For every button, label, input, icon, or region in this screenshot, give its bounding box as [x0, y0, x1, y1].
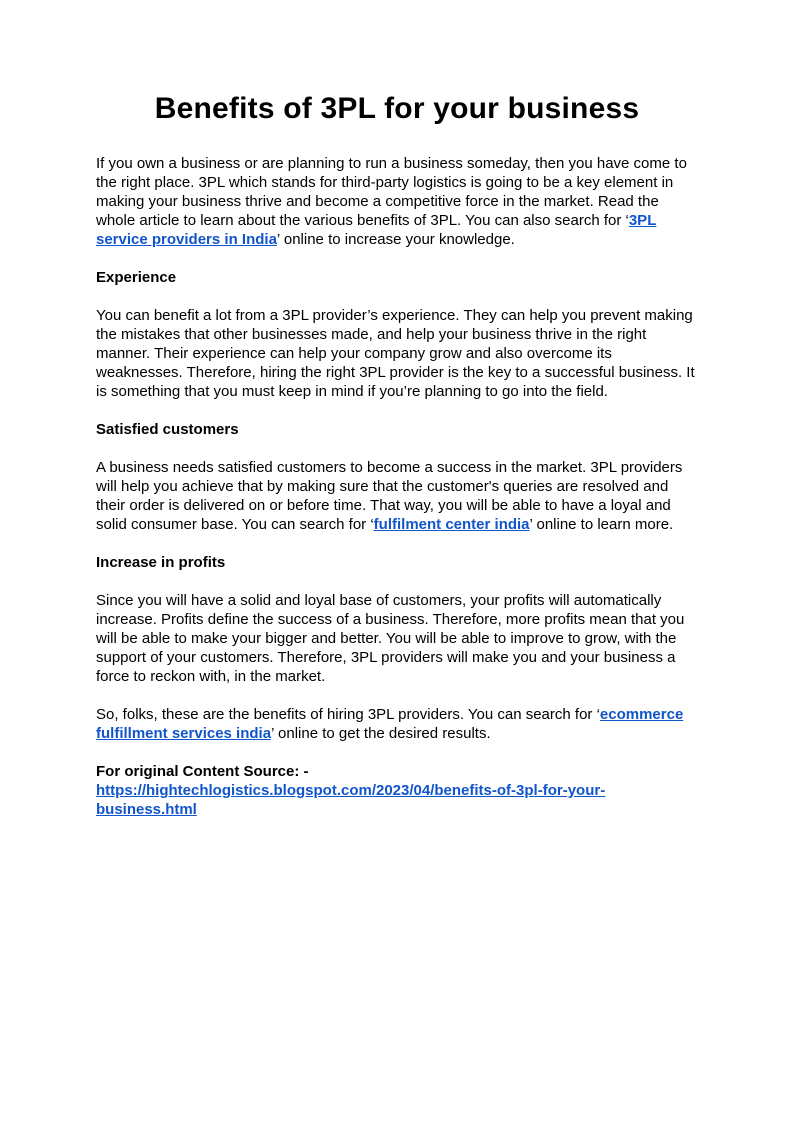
- heading-increase-in-profits: Increase in profits: [96, 554, 226, 571]
- closing-text-after: ’ online to get the desired results.: [271, 725, 491, 742]
- link-content-source-url[interactable]: https://hightechlogistics.blogspot.com/2023/04/benefits-of-3pl-for-your-business.html: [96, 782, 606, 818]
- page-title: Benefits of 3PL for your business: [154, 92, 640, 125]
- link-3pl-service-providers-india[interactable]: 3PL service providers in India: [96, 212, 657, 248]
- intro-text-before: If you own a business or are planning to run a business someday, then you have come to the right place. 3PL which stands for third-party logistics is going to be a key element in making your business thrive and become a competitive force in the market. Read the whole article to learn about the various benefits of 3PL. You can also search for ‘: [96, 155, 687, 229]
- source-paragraph: [96, 762, 698, 819]
- satisfied-customers-paragraph: [96, 458, 698, 534]
- link-ecommerce-fulfillment-services-india[interactable]: ecommerce fulfillment services india: [96, 706, 684, 742]
- link-fulfilment-center-india[interactable]: fulfilment center india: [373, 516, 530, 533]
- experience-paragraph: You can benefit a lot from a 3PL provider’s experience. They can help you prevent making the mistakes that other businesses made, and help your business thrive in the right manner. Their experience can help your company grow and also overcome its weaknesses. Therefore, hiring the right 3PL provider is the key to a successful business. It is something that you must keep in mind if you’re planning to go into the field.: [96, 307, 695, 400]
- satisfied-text-after: ’ online to learn more.: [529, 516, 674, 533]
- heading-satisfied-customers: Satisfied customers: [96, 421, 239, 438]
- closing-paragraph: [96, 705, 698, 743]
- profits-paragraph: Since you will have a solid and loyal base of customers, your profits will automatically increase. Profits define the success of a business. Therefore, more profits mean that you will be able to make your bigger and better. You will be able to improve to grow, with the support of your customers. Therefore, 3PL providers will make you and your business a force to reckon with, in the market.: [96, 592, 685, 685]
- intro-text-after: ’ online to increase your knowledge.: [276, 231, 515, 248]
- satisfied-text-before: A business needs satisfied customers to become a success in the market. 3PL providers will help you achieve that by making sure that the customer's queries are resolved and their order is delivered on or before time. That way, you will be able to have a loyal and solid consumer base. You can search for ‘: [96, 459, 683, 533]
- intro-paragraph: [96, 154, 698, 249]
- heading-experience: Experience: [96, 269, 177, 286]
- source-label: For original Content Source: -: [96, 763, 309, 780]
- closing-text-before: So, folks, these are the benefits of hiring 3PL providers. You can search for ‘: [96, 706, 600, 723]
